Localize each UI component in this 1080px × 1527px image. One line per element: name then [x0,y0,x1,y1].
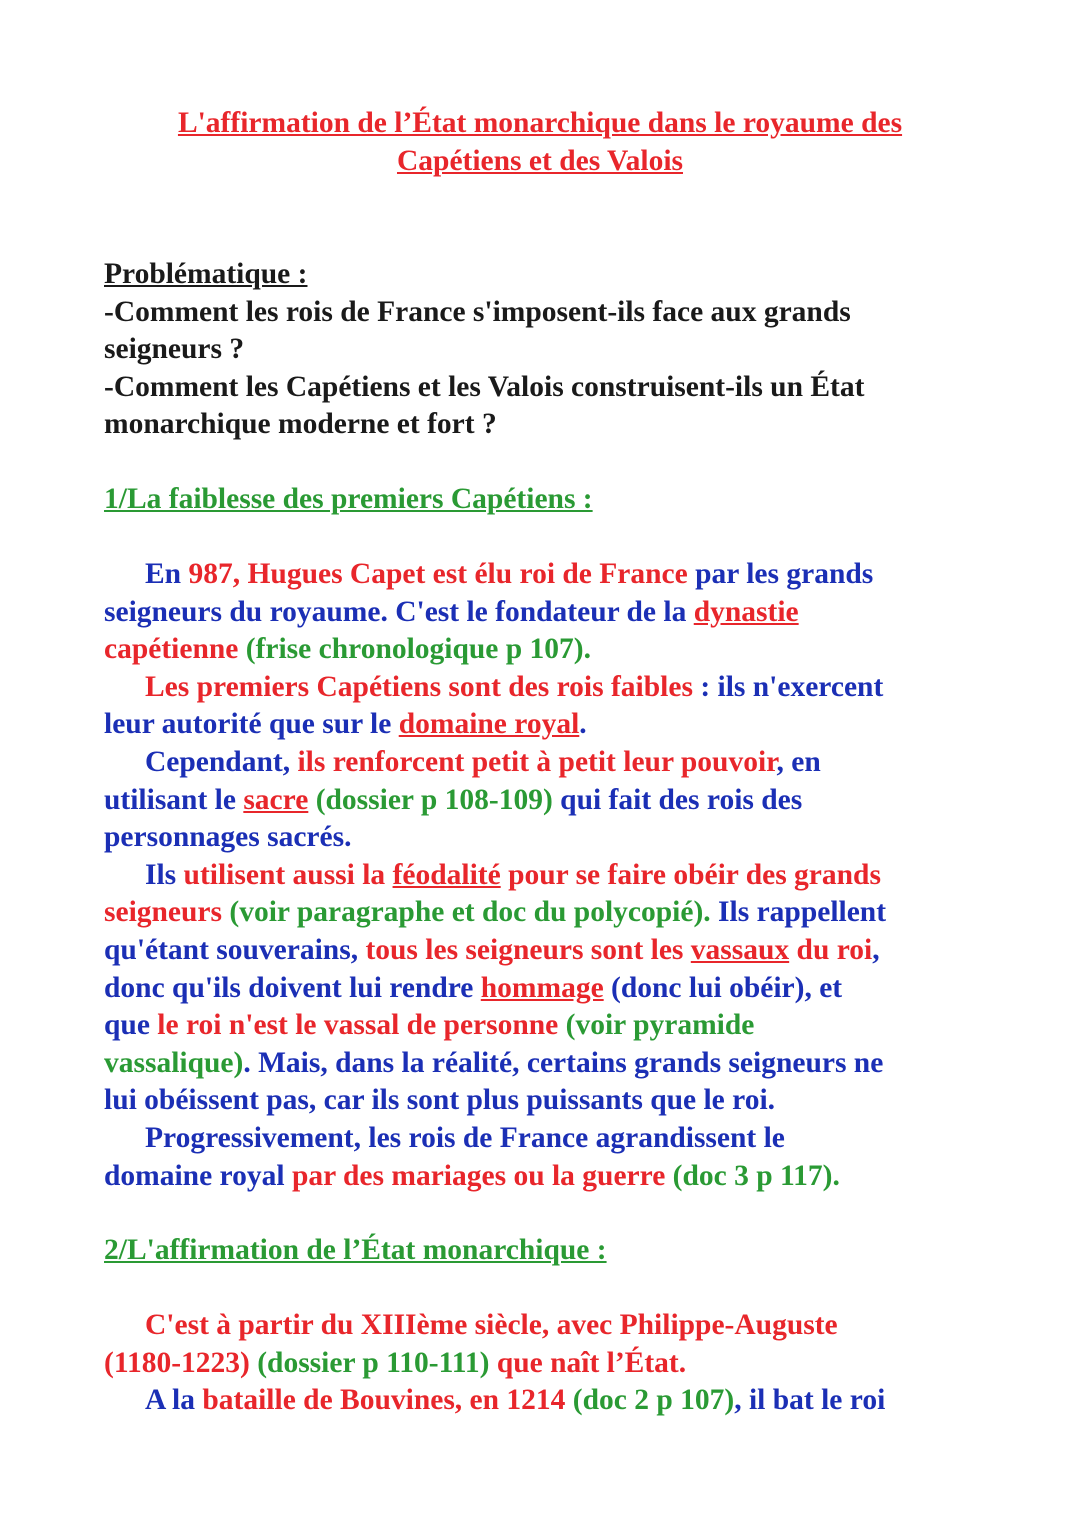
text-segment: A la [145,1384,203,1417]
text-segment: , il bat le roi [734,1384,886,1417]
text-segment: qui fait des rois des [552,783,803,816]
text-segment: par des mariages ou la guerre [284,1159,666,1192]
text-segment: qu'étant souverains, [104,933,366,966]
text-segment: vassalique) [104,1046,244,1079]
section1-text-line [104,857,1004,895]
section-1-heading-block [104,481,1004,519]
underlined-term: domaine royal [398,708,580,741]
section1-text-line [104,970,1004,1008]
section1-text-line [104,669,1004,707]
text-segment: (voir pyramide [558,1009,755,1042]
text-segment: , [872,933,880,966]
text-segment: . Mais, dans la réalité, certains grands seigneurs ne [243,1046,884,1079]
title-line-2: Capétiens et des Valois [396,145,683,177]
section1-text-line [104,932,1004,970]
section1-text-line [104,594,1004,632]
underlined-term: dynastie [693,595,799,628]
text-segment: (voir paragraphe et doc du polycopié). [222,896,711,929]
question-2-line-1: -Comment les Capétiens et les Valois construisent-ils un État [104,370,865,403]
text-segment: Ils [145,858,184,891]
underlined-term: vassaux [690,933,790,966]
text-segment: C'est à partir du XIIIème siècle, avec Philippe-Auguste [145,1309,838,1341]
text-segment: (doc 2 p 107) [565,1384,735,1417]
question-1-line-2: seigneurs ? [104,333,245,366]
problematique-heading: Problématique : [104,258,308,290]
section-1-heading: 1/La faiblesse des premiers Capétiens : [104,483,593,515]
text-segment: (dossier p 108-109) [308,783,553,816]
text-segment: seigneurs du royaume. C'est le fondateur de la [104,595,694,628]
text-segment: tous les seigneurs sont les [365,933,691,966]
page-title [100,104,980,180]
section1-text-line [104,1158,1004,1196]
section-2-heading: 2/L'affirmation de l’État monarchique : [104,1234,607,1266]
text-segment: le roi n'est le vassal de personne [157,1009,559,1042]
text-segment: du roi [789,933,873,966]
underlined-term: sacre [243,783,309,816]
section1-text-line [104,556,1004,594]
text-segment: capétienne [104,633,239,666]
text-segment: , en [776,745,821,778]
text-segment: utilisant le [104,783,244,816]
underlined-term: féodalité [392,858,501,891]
text-segment: En [145,558,189,590]
text-segment: ils renforcent petit à petit leur pouvoir [297,745,777,778]
section2-text-line [104,1382,1004,1420]
text-segment: personnages sacrés. [104,821,352,854]
text-segment: (donc lui obéir), et [603,971,843,1004]
section1-text-line [104,1120,1004,1158]
text-segment: Progressivement, les rois de France agrandissent le [145,1121,785,1154]
text-segment: leur autorité que sur le [104,708,399,741]
section1-text-line [104,706,1004,744]
text-segment: Cependant, [145,745,298,778]
text-segment: pour se faire obéir des grands [500,858,881,891]
section1-text-line [104,819,1004,857]
section-2-body [104,1307,1004,1420]
title-line-1: L'affirmation de l’État monarchique dans le royaume des [177,107,903,139]
text-segment: 987, Hugues Capet est élu roi de France [188,558,688,590]
text-segment: (dossier p 110-111) [249,1346,490,1379]
section1-text-line [104,1045,1004,1083]
question-1-line-1: -Comment les rois de France s'imposent-ils face aux grands [104,295,851,328]
text-segment: : ils n'exercent [692,670,884,703]
section1-text-line [104,631,1004,669]
text-segment: . [579,708,587,741]
text-segment: par les grands [687,558,874,590]
question-2-line-2: monarchique moderne et fort ? [104,408,497,441]
text-segment: que naît l’État. [489,1346,687,1379]
section-2-heading-block [104,1232,1004,1270]
text-segment: Ils rappellent [710,896,887,929]
text-segment: donc qu'ils doivent lui rendre [104,971,481,1004]
section-1-body [104,556,1004,1195]
text-segment: utilisent aussi la [183,858,393,891]
section1-text-line [104,894,1004,932]
text-segment: que [104,1009,158,1042]
section2-text-line [104,1345,1004,1383]
section2-text-line [104,1307,1004,1345]
section1-text-line [104,782,1004,820]
text-segment: (doc 3 p 117). [665,1159,840,1192]
problematique-block [104,256,1004,444]
text-segment: lui obéissent pas, car ils sont plus puissants que le roi. [104,1084,776,1117]
text-segment: seigneurs [104,896,222,929]
text-segment: (frise chronologique p 107). [238,633,592,666]
section1-text-line [104,1007,1004,1045]
section1-text-line [104,744,1004,782]
text-segment: domaine royal [104,1159,285,1192]
section1-text-line [104,1082,1004,1120]
text-segment: Les premiers Capétiens sont des rois faibles [145,670,693,703]
text-segment: bataille de Bouvines, en 1214 [202,1384,566,1417]
underlined-term: hommage [480,971,604,1004]
text-segment: (1180-1223) [104,1346,250,1379]
